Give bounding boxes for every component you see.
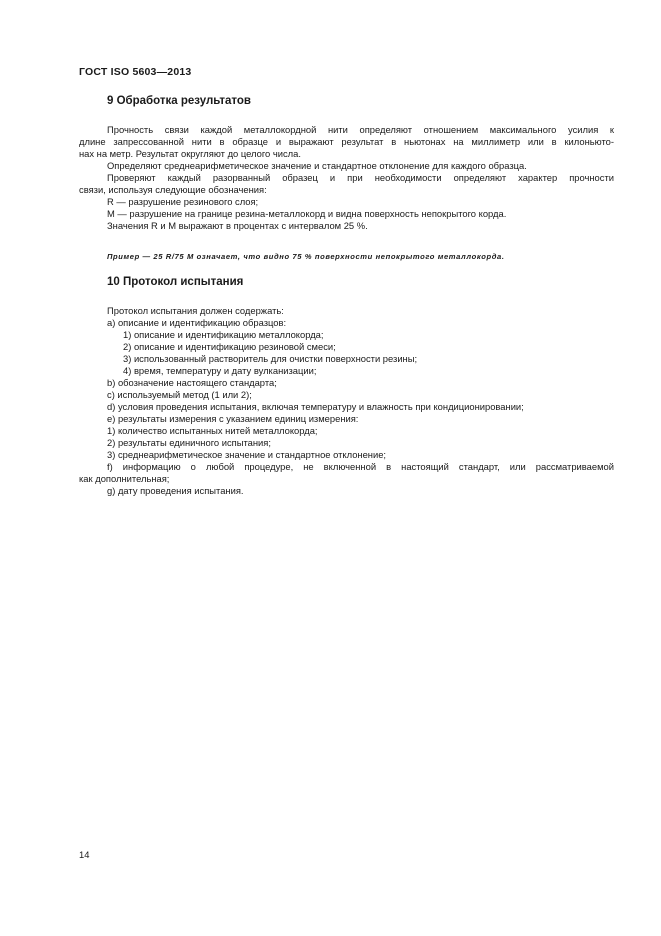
list-item: 1) описание и идентификацию металлокорда; bbox=[123, 329, 324, 340]
section-9-item-m: M — разрушение на границе резина-металлокорд и видна поверхность непокрытого корда. bbox=[107, 208, 507, 219]
section-9-para3-line1: Проверяют каждый разорванный образец и при необходимости определяют характер прочности bbox=[107, 172, 614, 183]
list-item: 3) использованный растворитель для очистки поверхности резины; bbox=[123, 353, 418, 364]
section-9-para4: Значения R и M выражают в процентах с интервалом 25 %. bbox=[107, 220, 368, 231]
section-9-para1-line3: нах на метр. Результат округляют до целого числа. bbox=[79, 148, 301, 159]
page-number: 14 bbox=[79, 849, 90, 860]
list-item: 2) описание и идентификацию резиновой смеси; bbox=[123, 341, 336, 352]
list-item: как дополнительная; bbox=[79, 473, 170, 484]
list-item: 3) среднеарифметическое значение и стандартное отклонение; bbox=[107, 449, 387, 460]
section-9-para1-line2: длине запрессованной нити в образце и выражают результат в ньютонах на миллиметр или в килоньюто- bbox=[79, 136, 614, 147]
list-item: c) используемый метод (1 или 2); bbox=[107, 389, 252, 400]
section-9-title: 9 Обработка результатов bbox=[107, 95, 251, 107]
list-item: g) дату проведения испытания. bbox=[107, 485, 244, 496]
section-10-intro: Протокол испытания должен содержать: bbox=[107, 305, 284, 316]
list-item: f) информацию о любой процедуре, не включенной в настоящий стандарт, или рассматриваемой bbox=[107, 461, 614, 472]
section-9-example: Пример — 25 R/75 M означает, что видно 75 % поверхности непокрытого металлокорда. bbox=[107, 252, 505, 261]
document-header: ГОСТ ISO 5603—2013 bbox=[79, 66, 192, 78]
section-10-title: 10 Протокол испытания bbox=[107, 276, 244, 288]
list-item: e) результаты измерения с указанием единиц измерения: bbox=[107, 413, 359, 424]
section-9-item-r: R — разрушение резинового слоя; bbox=[107, 196, 259, 207]
section-9-para1-line1: Прочность связи каждой металлокордной нити определяют отношением максимального усилия к bbox=[107, 124, 614, 135]
list-item: a) описание и идентификацию образцов: bbox=[107, 317, 287, 328]
list-item: 2) результаты единичного испытания; bbox=[107, 437, 271, 448]
section-9-para3-line2: связи, используя следующие обозначения: bbox=[79, 184, 267, 195]
list-item: 4) время, температуру и дату вулканизации; bbox=[123, 365, 317, 376]
list-item: 1) количество испытанных нитей металлокорда; bbox=[107, 425, 318, 436]
section-9-para2: Определяют среднеарифметическое значение и стандартное отклонение для каждого образца. bbox=[107, 160, 527, 171]
list-item: b) обозначение настоящего стандарта; bbox=[107, 377, 277, 388]
list-item: d) условия проведения испытания, включая температуру и влажность при кондиционировании; bbox=[107, 401, 524, 412]
